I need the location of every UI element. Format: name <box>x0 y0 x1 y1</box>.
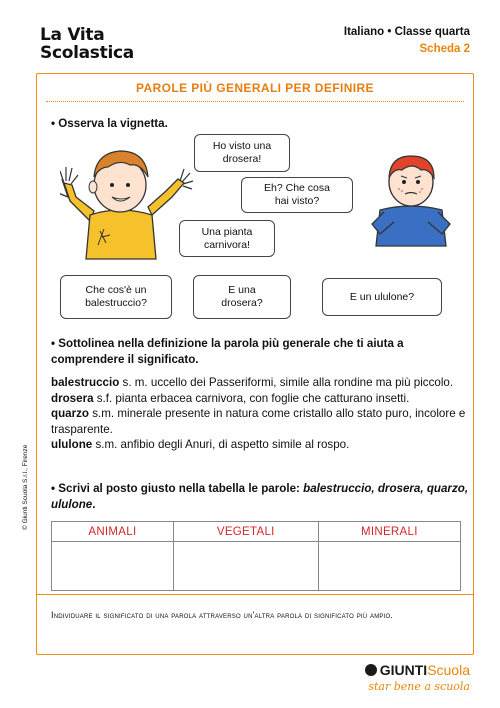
speech-bubble-5 <box>193 275 291 319</box>
definitions-block <box>51 375 471 453</box>
definition-quarzo <box>51 406 471 437</box>
logo-line-1: La Vita <box>40 25 105 45</box>
worksheet-title: PAROLE PIÙ GENERALI PER DEFINIRE <box>136 81 374 95</box>
table-answer-row <box>52 542 461 591</box>
speech-bubble-6 <box>322 278 442 316</box>
table-header-vegetali: VEGETALI <box>173 522 318 542</box>
speech-bubble-4 <box>60 275 172 319</box>
instruction-write-suffix: . <box>92 497 96 511</box>
answer-cell-minerali[interactable] <box>318 542 460 591</box>
answer-cell-vegetali[interactable] <box>173 542 318 591</box>
boy-right-illustration <box>366 148 456 248</box>
boy-left-illustration <box>60 135 195 260</box>
definition-text: s.f. pianta erbacea carnivora, con foglie che catturano insetti. <box>93 391 410 405</box>
speech-bubble-2 <box>241 177 353 213</box>
la-vita-scolastica-logo <box>40 26 134 62</box>
copyright-note: © Giunti Scuola S.r.l., Firenze <box>22 444 29 530</box>
header-info <box>344 24 470 58</box>
table-header-animali: ANIMALI <box>52 522 174 542</box>
definition-balestruccio <box>51 375 471 391</box>
instruction-underline: • Sottolinea nella definizione la parola più generale che ti aiuta a comprendere il significato. <box>51 337 404 366</box>
logo-line-2: Scolastica <box>40 43 134 63</box>
table-header-row <box>52 522 461 542</box>
classification-table <box>51 521 461 591</box>
subject-label: Italiano • Classe quarta <box>343 26 470 38</box>
definition-term: drosera <box>51 391 94 405</box>
brand-name-giunti: GIUNTI <box>379 662 428 678</box>
definition-term: ululone <box>51 438 93 451</box>
giunti-scuola-logo <box>365 662 470 693</box>
learning-objective: Individuare il significato di una parola attraverso un'altra parola di significato più ampio. <box>51 610 394 620</box>
bubble-5-text: E una drosera? <box>221 284 263 309</box>
instruction-write <box>51 481 469 512</box>
instruction-observe: • Osserva la vignetta. <box>51 117 168 130</box>
brand-name-scuola: Scuola <box>427 662 470 678</box>
definition-text: s.m. minerale presente in natura come cristallo allo stato puro, incolore e trasparente. <box>51 407 466 436</box>
speech-bubble-1 <box>194 134 290 172</box>
definition-text: s. m. uccello dei Passeriformi, simile alla rondine ma più piccolo. <box>119 376 454 389</box>
sheet-label: Scheda 2 <box>419 43 470 55</box>
speech-bubble-3 <box>179 220 275 257</box>
definition-term: balestruccio <box>51 376 120 389</box>
footer-divider <box>36 594 474 595</box>
title-divider <box>46 101 464 102</box>
bubble-1-text: Ho visto una drosera! <box>212 140 272 165</box>
bubble-3-text: Una pianta carnivora! <box>201 225 253 251</box>
definition-drosera <box>51 391 471 407</box>
bubble-2-text: Eh? Che cosa hai visto? <box>264 182 330 207</box>
definition-text: s.m. anfibio degli Anuri, di aspetto simile al rospo. <box>92 438 350 451</box>
table-header-minerali: MINERALI <box>318 522 460 542</box>
answer-cell-animali[interactable] <box>52 542 174 591</box>
bubble-4-text: Che cos'è un balestruccio? <box>85 284 147 309</box>
bubble-6-text: E un ululone? <box>349 290 415 303</box>
instruction-write-words: balestruccio, drosera, quarzo, ululone <box>51 482 469 511</box>
g-logo-icon <box>365 664 377 676</box>
definition-ululone <box>51 437 471 453</box>
instruction-write-prefix: • Scrivi al posto giusto nella tabella le parole: <box>51 482 304 495</box>
brand-tagline: star bene a scuola <box>368 680 470 693</box>
definition-term: quarzo <box>51 407 90 420</box>
